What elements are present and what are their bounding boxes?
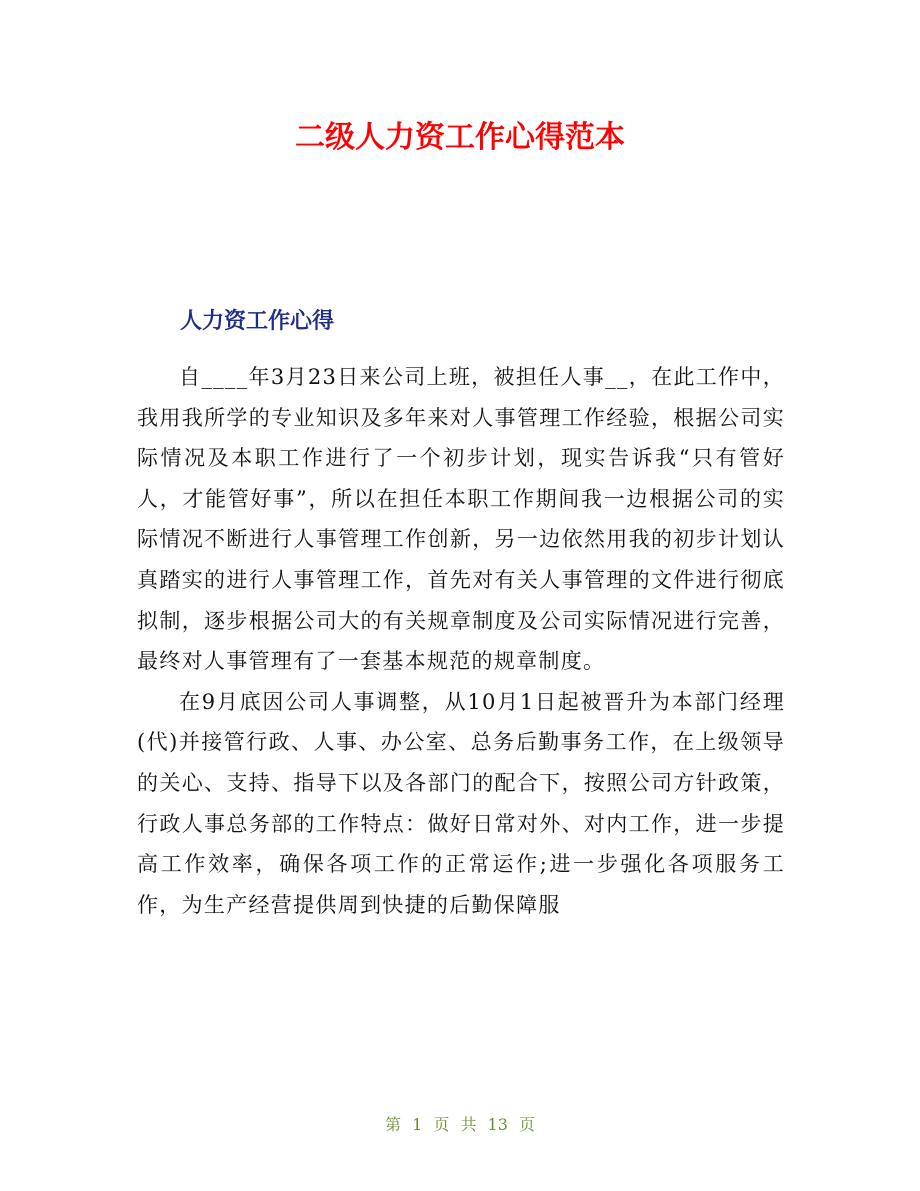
body-paragraph: 在9月底因公司人事调整，从10月1日起被晋升为本部门经理(代)并接管行政、人事、办公室、总务后勤事务工作，在上级领导的关心、支持、指导下以及各部门的配合下，按照公司方针政策，行政人事总务部的工作特点：做好日常对外、对内工作，进一步提高工作效率，确保各项工作的正常运作;进一步强化各项服务工作，为生产经营提供周到快捷的后勤保障服 [137, 689, 785, 917]
section-heading: 人力资工作心得 [180, 309, 335, 334]
body-paragraph: 自____年3月23日来公司上班，被担任人事__，在此工作中，我用我所学的专业知识及多年来对人事管理工作经验，根据公司实际情况及本职工作进行了一个初步计划，现实告诉我“只有管好人，才能管好事”，所以在担任本职工作期间我一边根据公司的实际情况不断进行人事管理工作创新，另一边依然用我的初步计划认真踏实的进行人事管理工作，首先对有关人事管理的文件进行彻底拟制，逐步根据公司大的有关规章制度及公司实际情况进行完善，最终对人事管理有了一套基本规范的规章制度。 [137, 365, 785, 674]
document-body [137, 357, 785, 925]
page-number-footer: 第 1 页 共 13 页 [385, 1115, 535, 1134]
document-title: 二级人力资工作心得范本 [295, 120, 625, 155]
